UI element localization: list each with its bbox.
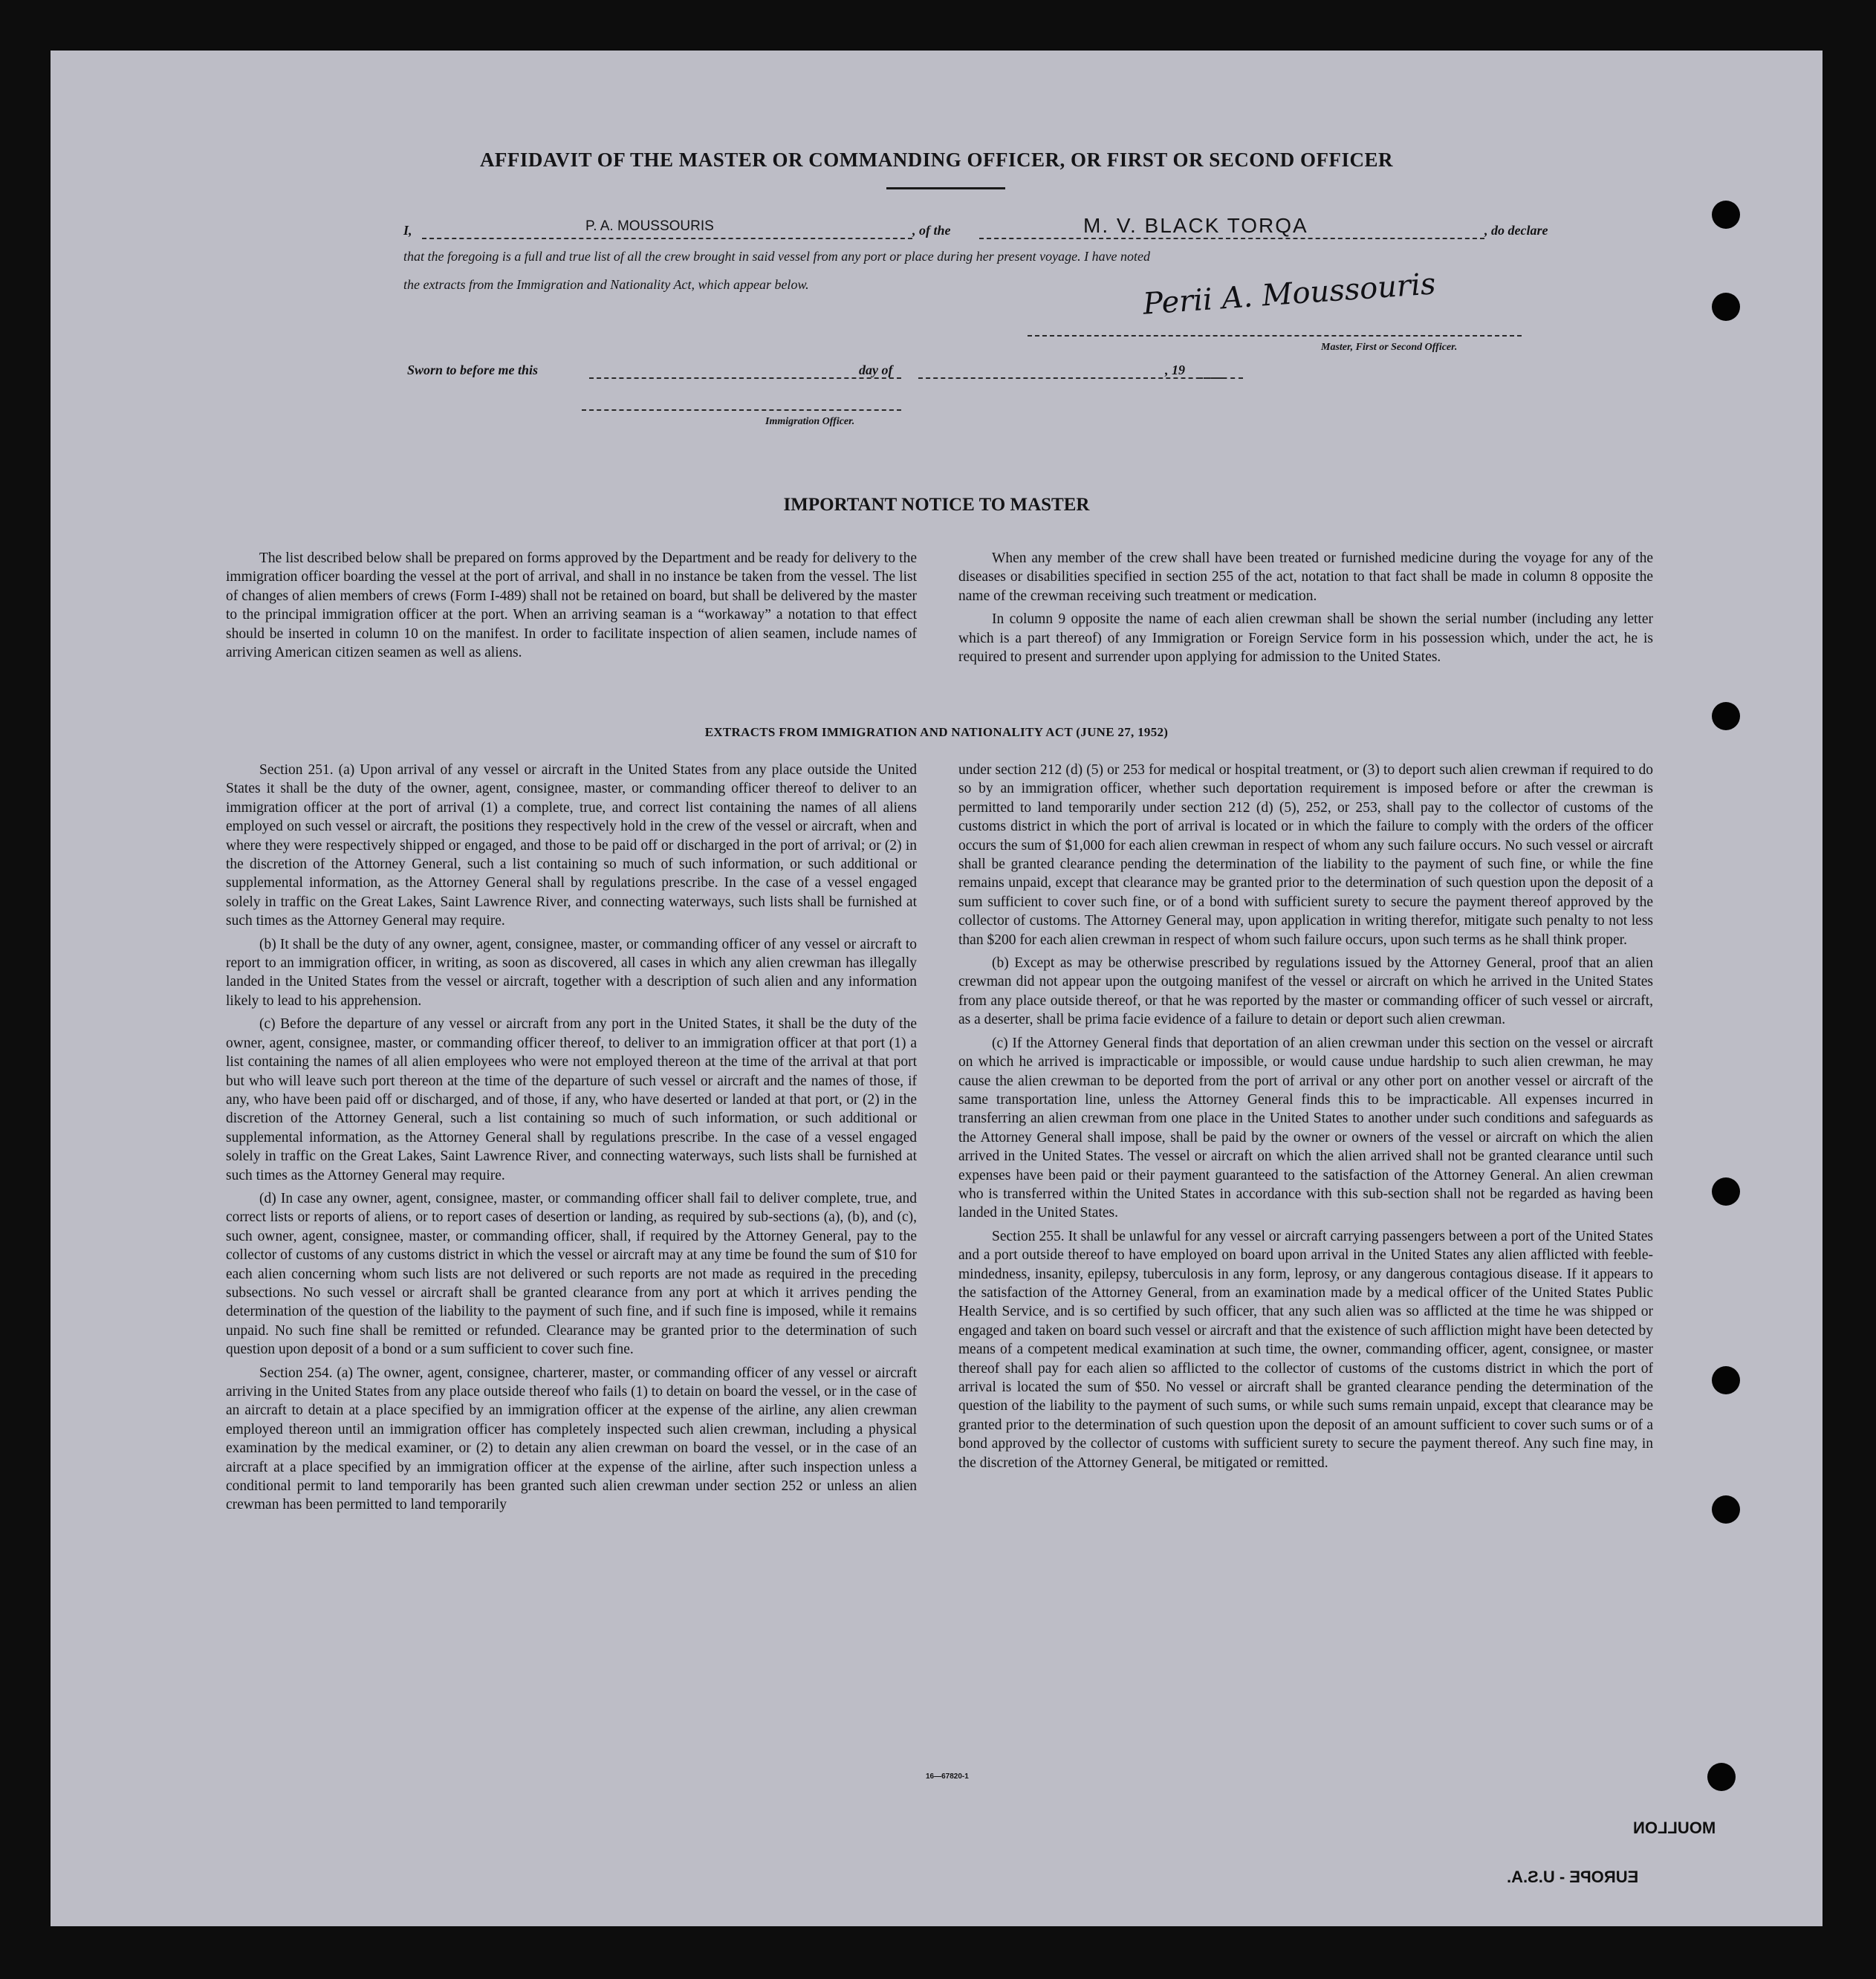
punch-hole [1707, 1763, 1736, 1791]
sworn-year-line [1198, 377, 1243, 379]
extract-paragraph: Section 254. (a) The owner, agent, consignee, charterer, master, or commanding officer of any vessel or aircraft arriving in the United States from any place outside thereof who fails (1) to detain on board the vessel, or in the case of an aircraft to detain at a place specified by an immigration officer at the expense of the airline, any alien crewman employed thereon until an immigration officer has completely inspected such alien crewman, including a physical examination by the medical examiner, or (2) to detain any alien crewman on board the vessel, or in the case of an aircraft at a place specified by an immigration officer at the expense of the airline, after such inspection unless a conditional permit to land temporarily has been granted such alien crewman under section 252 or unless an alien crewman has been permitted to land temporarily [226, 1365, 917, 1513]
extract-paragraph: under section 212 (d) (5) or 253 for medical or hospital treatment, or (3) to deport such alien crewman if required to do so by an immigration officer, whether such deportation requirement is imposed before or after the crewman is permitted to land temporarily under section 212 (d) (5), 252, or 253, shall pay to the collector of customs of the customs district in which the port of arrival is located or in which the failure to comply with the orders of the officer occurs the sum of $1,000 for each alien crewman in respect of whom any such failure occurs. No such vessel or aircraft shall be granted clearance pending the determination of the liability to the payment of such fine, or while the fine remains unpaid, except that clearance may be granted prior to the determination of such question upon the deposit of a sum sufficient to cover such fine, or of a bond with sufficient surety to secure the payment thereof approved by the collector of customs. The Attorney General may, upon application in writing therefor, mitigate such penalty to not less than $200 for each alien crewman in respect of whom such failure occurs, upon such terms as he shall think proper. [958, 762, 1653, 948]
signature-line [1028, 335, 1522, 337]
extracts-title: EXTRACTS FROM IMMIGRATION AND NATIONALITY ACT (JUNE 27, 1952) [704, 725, 1169, 739]
declaration-of-the: , of the [912, 223, 951, 238]
affidavit-title: AFFIDAVIT OF THE MASTER OR COMMANDING OFFICER, OR FIRST OR SECOND OFFICER [479, 149, 1394, 171]
extract-paragraph: (c) Before the departure of any vessel or aircraft from any port in the United States, it shall be the duty of the owner, agent, consignee, master, or commanding officer thereof, to deliver to an immigration officer at that port (1) a list containing the names of all alien employees who were not employed thereon at the time of the arrival at that port but who will leave such port thereon at the time of the departure of such vessel or aircraft and the names of those, if any, who have been paid off or discharged, and of those, if any, who have deserted or landed at that port, or (2) in the discretion of the Attorney General, such a list containing so much of such information, or such additional or supplemental information, as the Attorney General shall by regulations prescribe. In the case of a vessel engaged solely in traffic on the Great Lakes, Saint Lawrence River, and connecting waterways, such lists shall be furnished at such times as the Attorney General may require. [226, 1016, 917, 1183]
punch-hole [1712, 1366, 1740, 1394]
officer-label: Immigration Officer. [765, 416, 855, 427]
bleed-through-text: EUROPE - U.S.A. [1507, 1868, 1639, 1886]
day-of-label: day of [859, 363, 893, 377]
extracts-left-column [226, 761, 917, 1519]
extract-paragraph: (d) In case any owner, agent, consignee, master, or commanding officer shall fail to deliver complete, true, and correct lists or reports of aliens, or to report cases of desertion or landing, as required by sub-sections (a), (b), and (c), such owner, agent, consignee, master, or commanding officer, shall, if required by the Attorney General, pay to the collector of customs of any customs district in which the vessel or aircraft may at any time be found the sum of $10 for each alien concerning whom such lists are not delivered or such reports are not made as required in the preceding subsections. No such vessel or aircraft shall be granted clearance from any port at which it arrives pending the determination of the question of the liability to the payment of such fine, and if such fine is imposed, while it remains unpaid. No such fine shall be remitted or refunded. Clearance may be granted prior to the determination of such question upon deposit of a bond or a sum sufficient to cover such fine. [226, 1190, 917, 1358]
bleed-through-text: MOULLON [1633, 1819, 1716, 1837]
punch-hole [1712, 293, 1740, 321]
notice-right-column [958, 549, 1653, 671]
title-rule [886, 187, 1005, 189]
master-signature: Perii A. Moussouris [1141, 267, 1437, 322]
extract-paragraph: Section 251. (a) Upon arrival of any vessel or aircraft in the United States from any place outside the United States it shall be the duty of the owner, agent, consignee, master, or commanding officer thereof to deliver to an immigration officer at the port of arrival (1) a complete, true, and correct list containing the names of all aliens employed on such vessel or aircraft, the positions they respectively hold in the crew of the vessel or aircraft, when and where they were respectively shipped or engaged, and those to be paid off or discharged in the port of arrival; or (2) in the discretion of the Attorney General, such a list containing so much of such information, or such additional or supplemental information, as the Attorney General shall by regulations prescribe. In the case of a vessel engaged solely in traffic on the Great Lakes, Saint Lawrence River, and connecting waterways, such lists shall be furnished at such times as the Attorney General may require. [226, 762, 917, 929]
form-code: 16—67820-1 [926, 1772, 969, 1781]
extracts-right-column [958, 761, 1653, 1477]
master-label: Master, First or Second Officer. [1321, 342, 1458, 353]
officer-line [582, 409, 901, 411]
notice-right-paragraph-2: In column 9 opposite the name of each alien crewman shall be shown the serial number (including any letter which is a part thereof) of any Immigration or Foreign Service form in his possession which, under the act, he is required to present and surrender upon applying for admission to the United States. [958, 611, 1653, 666]
declaration-line-2: that the foregoing is a full and true list of all the crew brought in said vessel from any port or place during her present voyage. I have noted [403, 249, 1151, 264]
punch-hole [1712, 201, 1740, 229]
declaration-line-3: the extracts from the Immigration and Nationality Act, which appear below. [403, 277, 809, 292]
vessel-name: M. V. BLACK TORQA [1083, 214, 1308, 237]
notice-right-paragraph-1: When any member of the crew shall have been treated or furnished medicine during the voyage for any of the diseases or disabilities specified in section 255 of the act, notation to that fact shall be made in column 8 opposite the name of the crewman receiving such treatment or medication. [958, 550, 1653, 604]
extract-paragraph: Section 255. It shall be unlawful for any vessel or aircraft carrying passengers between a port of the United States and a port outside thereof to have employed on board upon arrival in the United States any alien afflicted with feeble-mindedness, insanity, epilepsy, tuberculosis in any form, leprosy, or any dangerous contagious disease. If it appears to the satisfaction of the Attorney General, from an examination made by a medical officer of the United States Public Health Service, and is so certified by such officer, that any such alien was so afflicted at the time he was shipped or engaged and taken on board such vessel or aircraft and that the existence of such affliction might have been detected by means of a competent medical examination at such time, the owner, commanding officer, agent, consignee, or master thereof shall pay for each alien so afflicted to the collector of customs of the customs district in which the port of arrival is located the sum of $50. No vessel or aircraft shall be granted clearance pending the determination of the question of the liability to the payment of such sums, or while such sums remain unpaid, except that clearance may be granted prior to the determination of such question upon the deposit of an amount sufficient to cover such sums or of a bond approved by the collector of customs with sufficient surety to secure the payment thereof. Any such fine may, in the discretion of the Attorney General, be mitigated or remitted. [958, 1228, 1653, 1471]
sworn-day-line [589, 377, 901, 379]
master-name: P. A. MOUSSOURIS [585, 218, 714, 234]
notice-title: IMPORTANT NOTICE TO MASTER [783, 495, 1090, 515]
sworn-label: Sworn to before me this [407, 363, 539, 377]
vessel-line [979, 238, 1484, 239]
notice-left-column [226, 549, 917, 666]
document-page [51, 51, 1823, 1926]
extract-paragraph: (b) Except as may be otherwise prescribed by regulations issued by the Attorney General, proof that an alien crewman did not appear upon the outgoing manifest of the vessel or aircraft on which he arrived in the United States from any place outside thereof, or that he was reported by the master or commanding officer of such vessel or aircraft, as a deserter, shall be prima facie evidence of a failure to detain or deport such alien crewman. [958, 955, 1653, 1028]
year-label: , 19 [1165, 363, 1185, 377]
extract-paragraph: (c) If the Attorney General finds that deportation of an alien crewman under this section on the vessel or aircraft on which he arrived is impracticable or impossible, or would cause undue hardship to such alien crewman, he may cause the alien crewman to be deported from the port of arrival or any other port on another vessel or aircraft of the same transportation line, unless the Attorney General finds this to be impracticable. All expenses incurred in transferring an alien crewman from one place in the United States to another under such conditions and safeguards as the Attorney General shall impose, shall be paid by the owner or owners of the vessel or aircraft on which the alien arrived in the United States. The vessel or aircraft on which the alien arrived shall not be granted clearance until such expenses have been paid or their payment guaranteed to the satisfaction of the Attorney General. An alien crewman who is transferred within the United States in accordance with this sub-section shall not be regarded as having been landed in the United States. [958, 1035, 1653, 1221]
declaration-i: I, [403, 223, 412, 238]
extract-paragraph: (b) It shall be the duty of any owner, agent, consignee, master, or commanding officer of any vessel or aircraft to report to an immigration officer, in writing, as soon as discovered, all cases in which any alien crewman has illegally landed in the United States from the vessel or aircraft, together with a description of such alien and any information likely to lead to his apprehension. [226, 936, 917, 1009]
punch-hole [1712, 1495, 1740, 1524]
declaration-do-declare: , do declare [1484, 223, 1548, 238]
name-line [422, 238, 912, 239]
notice-left-paragraph: The list described below shall be prepared on forms approved by the Department and be ready for delivery to the immigration officer boarding the vessel at the port of arrival, and shall in no instance be taken from the vessel. The list of changes of alien members of crews (Form I-489) shall not be retained on board, but shall be delivered by the master to the principal immigration officer at the port. When an arriving seaman is a “workaway” a notation to that effect should be inserted in column 10 on the manifest. In order to facilitate inspection of alien seamen, include names of arriving American citizen seamen as well as aliens. [226, 550, 917, 661]
punch-hole [1712, 1177, 1740, 1206]
